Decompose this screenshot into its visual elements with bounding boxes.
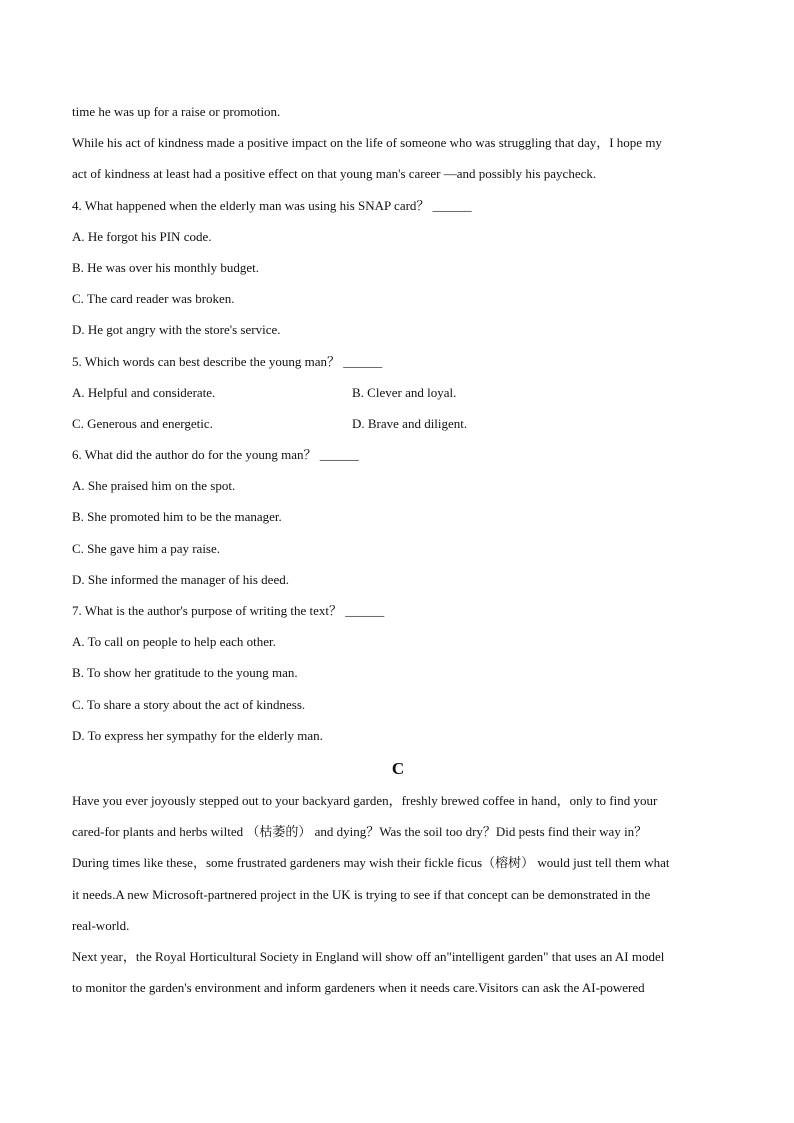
question-5-option-c: C. Generous and energetic. (72, 415, 213, 431)
section-c-line: Next year，the Royal Horticultural Society in England will show off an"intelligent garden" that uses an AI model (72, 948, 665, 964)
question-7-stem: 7. What is the author's purpose of writing the text？ ______ (72, 603, 385, 618)
question-5-option-b: B. Clever and loyal. (352, 384, 457, 400)
question-5-stem: 5. Which words can best describe the young man？ ______ (72, 353, 383, 369)
question-4-option-c: C. The card reader was broken. (72, 291, 235, 307)
question-4-option-b: B. He was over his monthly budget. (72, 259, 260, 275)
question-7-option-a: A. To call on people to help each other. (72, 634, 276, 650)
section-c-line: cared-for plants and herbs wilted （枯萎的） and dying？Was the soil too dry？Did pests find their way in？ (72, 824, 648, 840)
question-7-option-d: D. To express her sympathy for the elderly man. (72, 727, 323, 743)
question-6-option-b: B. She promoted him to be the manager. (72, 509, 282, 525)
section-c-line: it needs.A new Microsoft-partnered project in the UK is trying to see if that concept can be demonstrated in the (72, 886, 651, 902)
question-7-option-c: C. To share a story about the act of kindness. (72, 696, 306, 712)
passage-line: time he was up for a raise or promotion. (72, 104, 281, 119)
section-c-line: Have you ever joyously stepped out to your backyard garden，freshly brewed coffee in hand，only to find your (72, 792, 658, 808)
section-c-title: C (391, 758, 405, 778)
question-5-options-row-2 (72, 413, 724, 444)
question-6-option-a: A. She praised him on the spot. (72, 478, 236, 494)
question-6-option-c: C. She gave him a pay raise. (72, 540, 221, 556)
question-4-option-d: D. He got angry with the store's service. (72, 322, 281, 338)
section-c-line: real-world. (72, 917, 130, 933)
page-content (72, 101, 724, 1008)
question-5-option-d: D. Brave and diligent. (352, 415, 468, 431)
section-c-line: to monitor the garden's environment and inform gardeners when it needs care.Visitors can ask the AI-powered (72, 980, 645, 996)
section-c-line: During times like these，some frustrated gardeners may wish their fickle ficus（榕树） would just tell them what (72, 855, 670, 871)
question-4-option-a: A. He forgot his PIN code. (72, 228, 212, 244)
passage-line: act of kindness at least had a positive effect on that young man's career —and possibly his paycheck. (72, 166, 597, 182)
question-7-option-b: B. To show her gratitude to the young man. (72, 665, 298, 681)
question-6-stem: 6. What did the author do for the young man？ ______ (72, 447, 359, 463)
question-6-option-d: D. She informed the manager of his deed. (72, 571, 289, 587)
question-5-options-row-1 (72, 382, 724, 413)
question-5-option-a: A. Helpful and considerate. (72, 384, 216, 400)
passage-line: While his act of kindness made a positive impact on the life of someone who was struggling that day，I hope my (72, 135, 662, 151)
question-4-stem: 4. What happened when the elderly man was using his SNAP card？ ______ (72, 197, 472, 213)
